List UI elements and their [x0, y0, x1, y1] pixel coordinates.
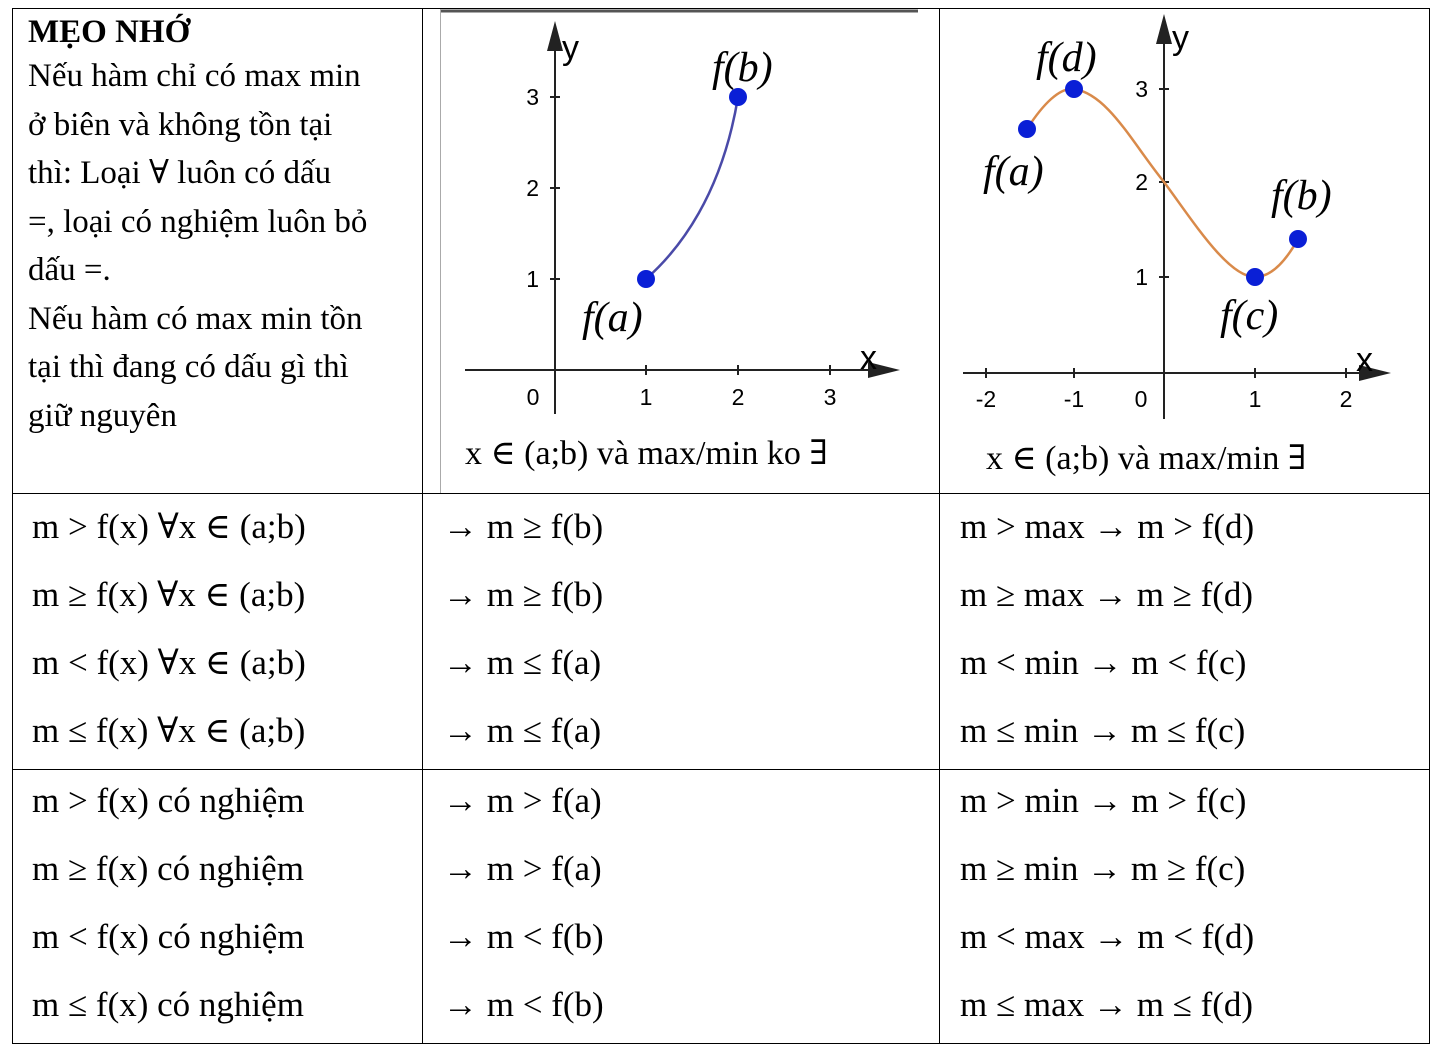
- y-tick-label: 3: [1135, 76, 1148, 102]
- x-axis-label: x: [1356, 341, 1373, 379]
- label-f-b: f(b): [1271, 173, 1332, 219]
- function-curve: [646, 97, 738, 279]
- y-axis-arrow: [1156, 14, 1172, 44]
- x-tick-label: 3: [823, 384, 837, 410]
- point-f-a: [1018, 120, 1036, 138]
- exists-condition: m ≤ f(x) có nghiệm: [32, 985, 304, 1024]
- y-axis-label: y: [1172, 19, 1189, 57]
- forall-no-extrema-result: → m ≤ f(a): [443, 643, 602, 682]
- exists-condition: m < f(x) có nghiệm: [32, 917, 305, 956]
- forall-no-extrema-result: → m ≥ f(b): [443, 507, 604, 546]
- x-tick-label: -1: [1063, 386, 1085, 412]
- exists-condition: m > f(x) có nghiệm: [32, 781, 305, 820]
- point-f-a: [637, 270, 655, 288]
- exists-with-extrema-result: m < max → m < f(d): [960, 917, 1255, 956]
- point-f-d: [1065, 80, 1083, 98]
- forall-with-extrema-result: m ≤ min → m ≤ f(c): [960, 711, 1246, 750]
- label-f-b: f(b): [712, 45, 773, 91]
- exists-condition: m ≥ f(x) có nghiệm: [32, 849, 304, 888]
- x-tick-label: 2: [1339, 386, 1353, 412]
- tip-title: MẸO NHỚ: [28, 14, 191, 50]
- label-f-a: f(a): [582, 295, 643, 341]
- tip-line: Nếu hàm chỉ có max min: [28, 58, 361, 94]
- tip-line: thì: Loại ∀ luôn có dấu: [28, 155, 332, 191]
- label-f-d: f(d): [1036, 35, 1097, 81]
- tip-line: giữ nguyên: [28, 397, 177, 434]
- y-tick-label: 2: [526, 175, 539, 201]
- forall-condition: m ≥ f(x) ∀x ∈ (a;b): [32, 575, 306, 614]
- x-tick-label: 1: [1248, 386, 1262, 412]
- graph-with-extrema: [948, 9, 1418, 493]
- y-axis-label: y: [562, 29, 579, 67]
- x-tick-label: 0: [1134, 386, 1148, 412]
- x-tick-label: 2: [731, 384, 745, 410]
- x-tick-label: -2: [975, 386, 997, 412]
- column-divider: [422, 8, 423, 1044]
- label-f-a: f(a): [983, 149, 1044, 195]
- exists-no-extrema-result: → m > f(a): [443, 781, 602, 820]
- forall-no-extrema-result: → m ≤ f(a): [443, 711, 602, 750]
- graph-no-extrema: [440, 9, 920, 493]
- forall-condition: m < f(x) ∀x ∈ (a;b): [32, 643, 306, 682]
- x-tick-label: 1: [639, 384, 653, 410]
- graph-caption: x ∈ (a;b) và max/min ko ∃: [465, 435, 828, 472]
- y-tick-label: 1: [1135, 264, 1148, 290]
- tip-cell: [28, 12, 413, 440]
- forall-with-extrema-result: m < min → m < f(c): [960, 643, 1247, 682]
- y-tick-label: 3: [526, 84, 539, 110]
- point-f-c: [1246, 268, 1264, 286]
- forall-condition: m ≤ f(x) ∀x ∈ (a;b): [32, 711, 306, 750]
- point-f-b: [1289, 230, 1307, 248]
- forall-with-extrema-result: m ≥ max → m ≥ f(d): [960, 575, 1254, 614]
- y-axis-arrow: [547, 21, 563, 51]
- y-tick-label: 2: [1135, 169, 1148, 195]
- tip-line: tại thì đang có dấu gì thì: [28, 349, 349, 385]
- x-tick-label: 0: [526, 384, 540, 410]
- tip-line: ở biên và không tồn tại: [28, 106, 333, 143]
- column-divider: [939, 8, 940, 1044]
- forall-with-extrema-result: m > max → m > f(d): [960, 507, 1255, 546]
- exists-no-extrema-result: → m < f(b): [443, 917, 604, 956]
- tip-line: =, loại có nghiệm luôn bỏ: [28, 203, 368, 240]
- tip-line: dấu =.: [28, 252, 111, 288]
- x-axis-label: x: [860, 339, 877, 377]
- graph-caption: x ∈ (a;b) và max/min ∃: [986, 440, 1307, 477]
- tip-line: Nếu hàm có max min tồn: [28, 300, 363, 337]
- exists-no-extrema-result: → m > f(a): [443, 849, 602, 888]
- graph-with-extrema-svg: [948, 9, 1418, 493]
- label-f-c: f(c): [1220, 293, 1279, 339]
- exists-no-extrema-result: → m < f(b): [443, 985, 604, 1024]
- exists-with-extrema-result: m ≥ min → m ≥ f(c): [960, 849, 1246, 888]
- exists-with-extrema-result: m > min → m > f(c): [960, 781, 1247, 820]
- forall-no-extrema-result: → m ≥ f(b): [443, 575, 604, 614]
- y-tick-label: 1: [526, 266, 539, 292]
- exists-with-extrema-result: m ≤ max → m ≤ f(d): [960, 985, 1254, 1024]
- forall-condition: m > f(x) ∀x ∈ (a;b): [32, 507, 306, 546]
- graph-no-extrema-svg: [440, 9, 920, 493]
